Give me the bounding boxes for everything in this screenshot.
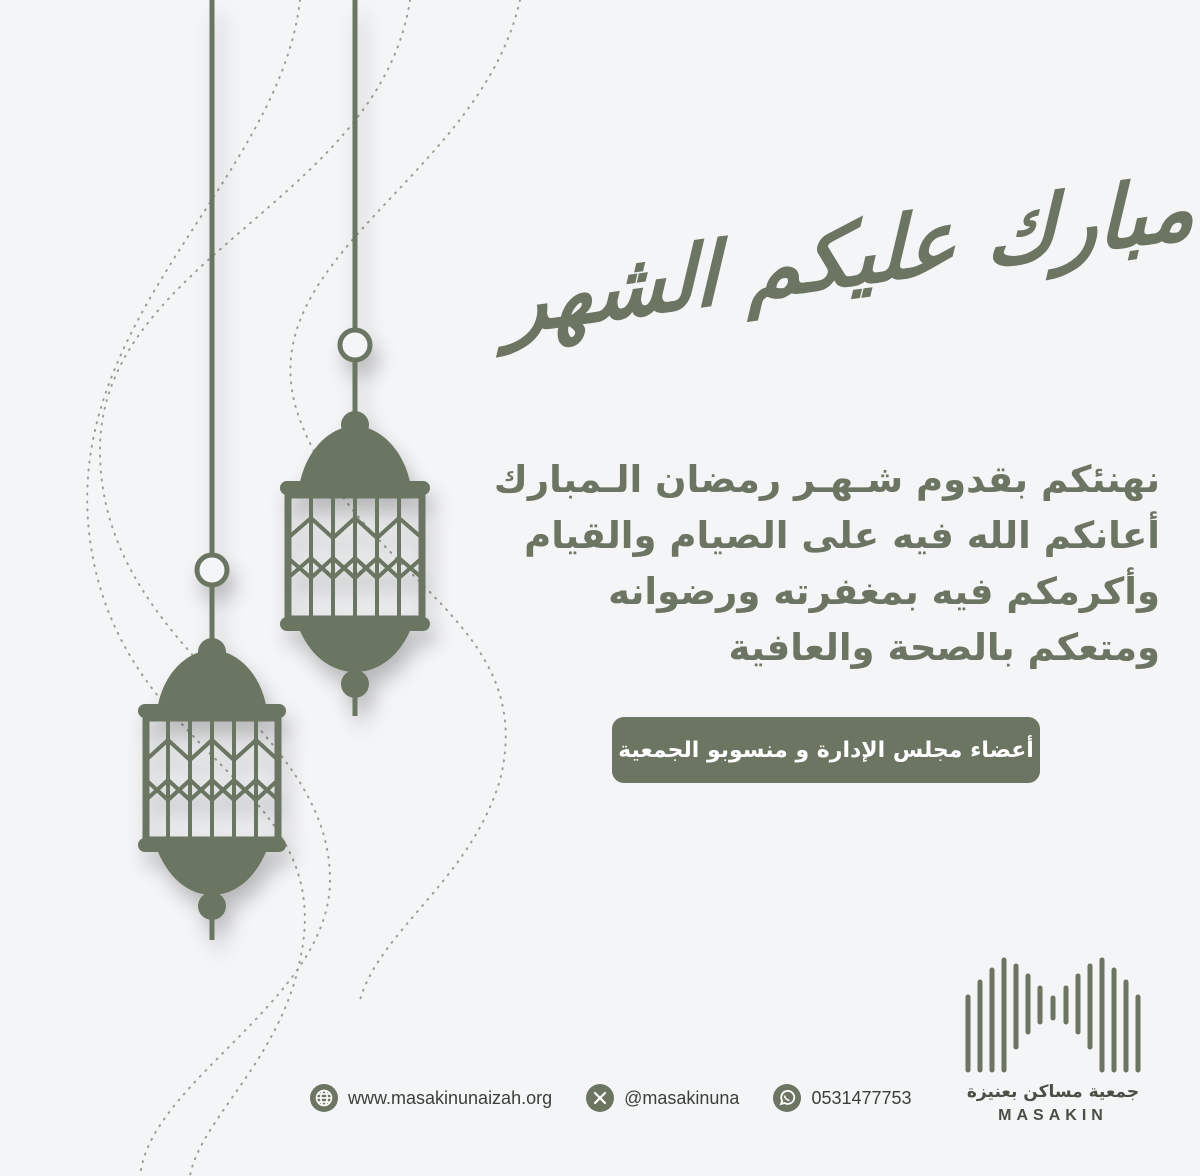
masakin-logo [958,952,1148,1132]
greeting-line: ومتعكم بالصحة والعافية [728,626,1160,669]
lantern-left [138,0,286,940]
greeting-message [440,452,1160,676]
contact-footer [310,1078,912,1118]
signature-text: أعضاء مجلس الإدارة و منسوبو الجمعية [618,737,1034,763]
logo-latin-name: MASAKIN [998,1107,1108,1124]
x-logo-icon [586,1084,614,1112]
x-handle-text[interactable]: @masakinuna [624,1087,740,1108]
calligraphy-text: مبارك عليكم الشهر [505,155,1195,355]
whatsapp-icon [773,1084,801,1112]
globe-icon [310,1084,338,1112]
phone-text[interactable]: 0531477753 [811,1087,912,1108]
greeting-line: أعانكم الله فيه على الصيام والقيام [524,514,1160,557]
whatsapp-contact[interactable] [773,1084,911,1112]
greeting-line: نهنئكم بقدوم شـهـر رمضان الـمبارك [493,458,1160,501]
website-text[interactable]: www.masakinunaizah.org [348,1087,553,1108]
website-contact[interactable] [310,1084,552,1112]
greeting-line: وأكرمكم فيه بمغفرته ورضوانه [608,570,1160,613]
ramadan-calligraphy [505,120,1195,390]
logo-arabic-name: جمعية مساكن بعنيزة [966,1082,1140,1102]
signature-badge [612,717,1040,783]
lantern-right [280,0,430,716]
x-contact[interactable] [586,1084,739,1112]
logo-mark [958,952,1148,1077]
